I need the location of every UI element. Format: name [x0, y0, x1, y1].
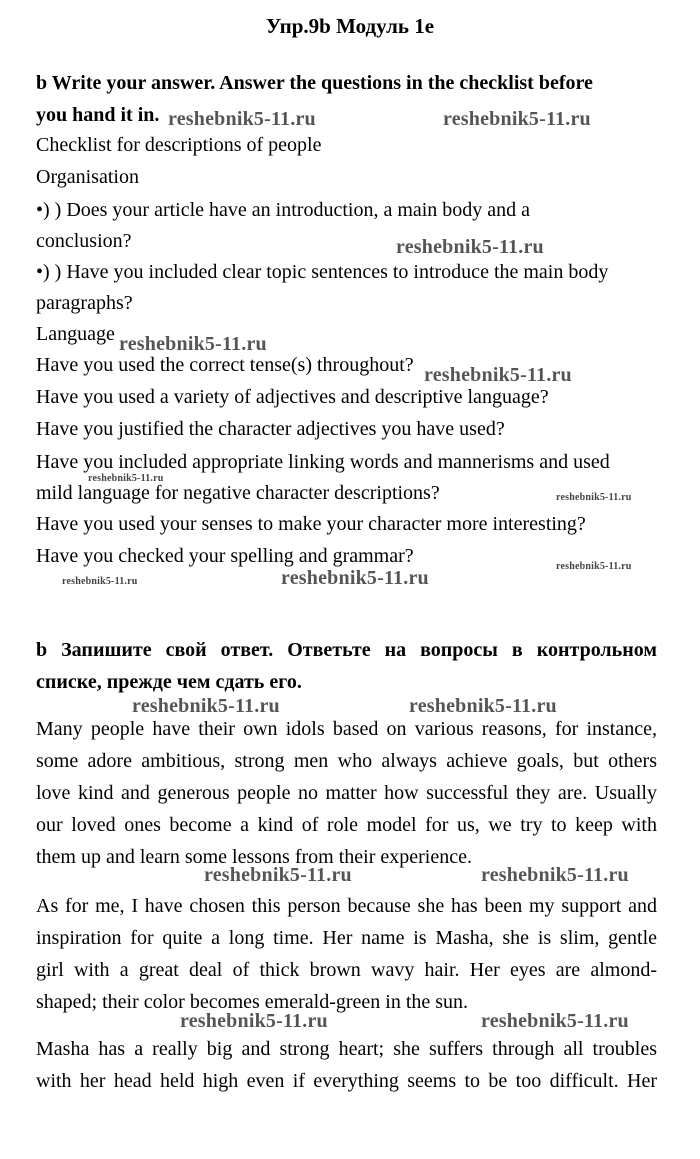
answer-p2-line1: As for me, I have chosen this person because she has been my support and: [36, 895, 657, 917]
watermark: reshebnik5-11.ru: [481, 864, 629, 886]
watermark: reshebnik5-11.ru: [424, 364, 572, 386]
checklist-title: Checklist for descriptions of people: [36, 134, 322, 156]
answer-p2-line3: girl with a great deal of thick brown wavy hair. Her eyes are almond-: [36, 959, 657, 981]
lang-item-2: Have you used a variety of adjectives and descriptive language?: [36, 386, 549, 408]
instruction-en-line2: you hand it in.: [36, 104, 160, 126]
watermark: reshebnik5-11.ru: [62, 576, 138, 587]
lang-item-1: Have you used the correct tense(s) throughout?: [36, 354, 414, 376]
answer-p3-line2: with her head held high even if everything seems to be too difficult. Her: [36, 1070, 657, 1092]
lang-item-6: Have you checked your spelling and grammar?: [36, 545, 414, 567]
watermark: reshebnik5-11.ru: [409, 695, 557, 717]
lang-item-4-line1: Have you included appropriate linking words and mannerisms and used: [36, 451, 610, 473]
answer-p1-line4: our loved ones become a kind of role model for us, we try to keep with: [36, 814, 657, 836]
instruction-ru-line1: b Запишите свой ответ. Ответьте на вопросы в контрольном: [36, 639, 657, 661]
answer-p2-line4: shaped; their color becomes emerald-green in the sun.: [36, 991, 469, 1013]
org-item-2-line2: paragraphs?: [36, 292, 133, 314]
lang-item-4-line2: mild language for negative character descriptions?: [36, 482, 440, 504]
lang-item-3: Have you justified the character adjectives you have used?: [36, 418, 505, 440]
watermark: reshebnik5-11.ru: [396, 236, 544, 258]
answer-p1-line2: some adore ambitious, strong men who always achieve goals, but others: [36, 750, 657, 772]
language-heading: Language: [36, 323, 115, 345]
page-title: Упр.9b Модуль 1e: [265, 14, 435, 38]
watermark: reshebnik5-11.ru: [443, 108, 591, 130]
lang-item-5: Have you used your senses to make your character more interesting?: [36, 513, 586, 535]
answer-p1-line1: Many people have their own idols based on various reasons, for instance,: [36, 718, 657, 740]
org-item-2-line1: •) ) Have you included clear topic sentences to introduce the main body: [36, 261, 609, 283]
watermark: reshebnik5-11.ru: [180, 1010, 328, 1032]
watermark: reshebnik5-11.ru: [168, 108, 316, 130]
watermark: reshebnik5-11.ru: [132, 695, 280, 717]
watermark: reshebnik5-11.ru: [481, 1010, 629, 1032]
answer-p3-line1: Masha has a really big and strong heart; she suffers through all troubles: [36, 1038, 657, 1060]
instruction-en-line1: b Write your answer. Answer the questions in the checklist before: [36, 72, 593, 94]
answer-p1-line3: love kind and generous people no matter how successful they are. Usually: [36, 782, 657, 804]
organisation-heading: Organisation: [36, 166, 139, 188]
watermark: reshebnik5-11.ru: [556, 561, 632, 572]
watermark: reshebnik5-11.ru: [281, 567, 429, 589]
watermark: reshebnik5-11.ru: [204, 864, 352, 886]
watermark: reshebnik5-11.ru: [556, 492, 632, 503]
org-item-1-line2: conclusion?: [36, 230, 132, 252]
answer-p2-line2: inspiration for quite a long time. Her name is Masha, she is slim, gentle: [36, 927, 657, 949]
answer-p1-line5: them up and learn some lessons from their experience.: [36, 846, 472, 868]
instruction-ru-line2: списке, прежде чем сдать его.: [36, 671, 302, 693]
org-item-1-line1: •) ) Does your article have an introduction, a main body and a: [36, 199, 531, 221]
watermark: reshebnik5-11.ru: [88, 473, 164, 484]
watermark: reshebnik5-11.ru: [119, 333, 267, 355]
